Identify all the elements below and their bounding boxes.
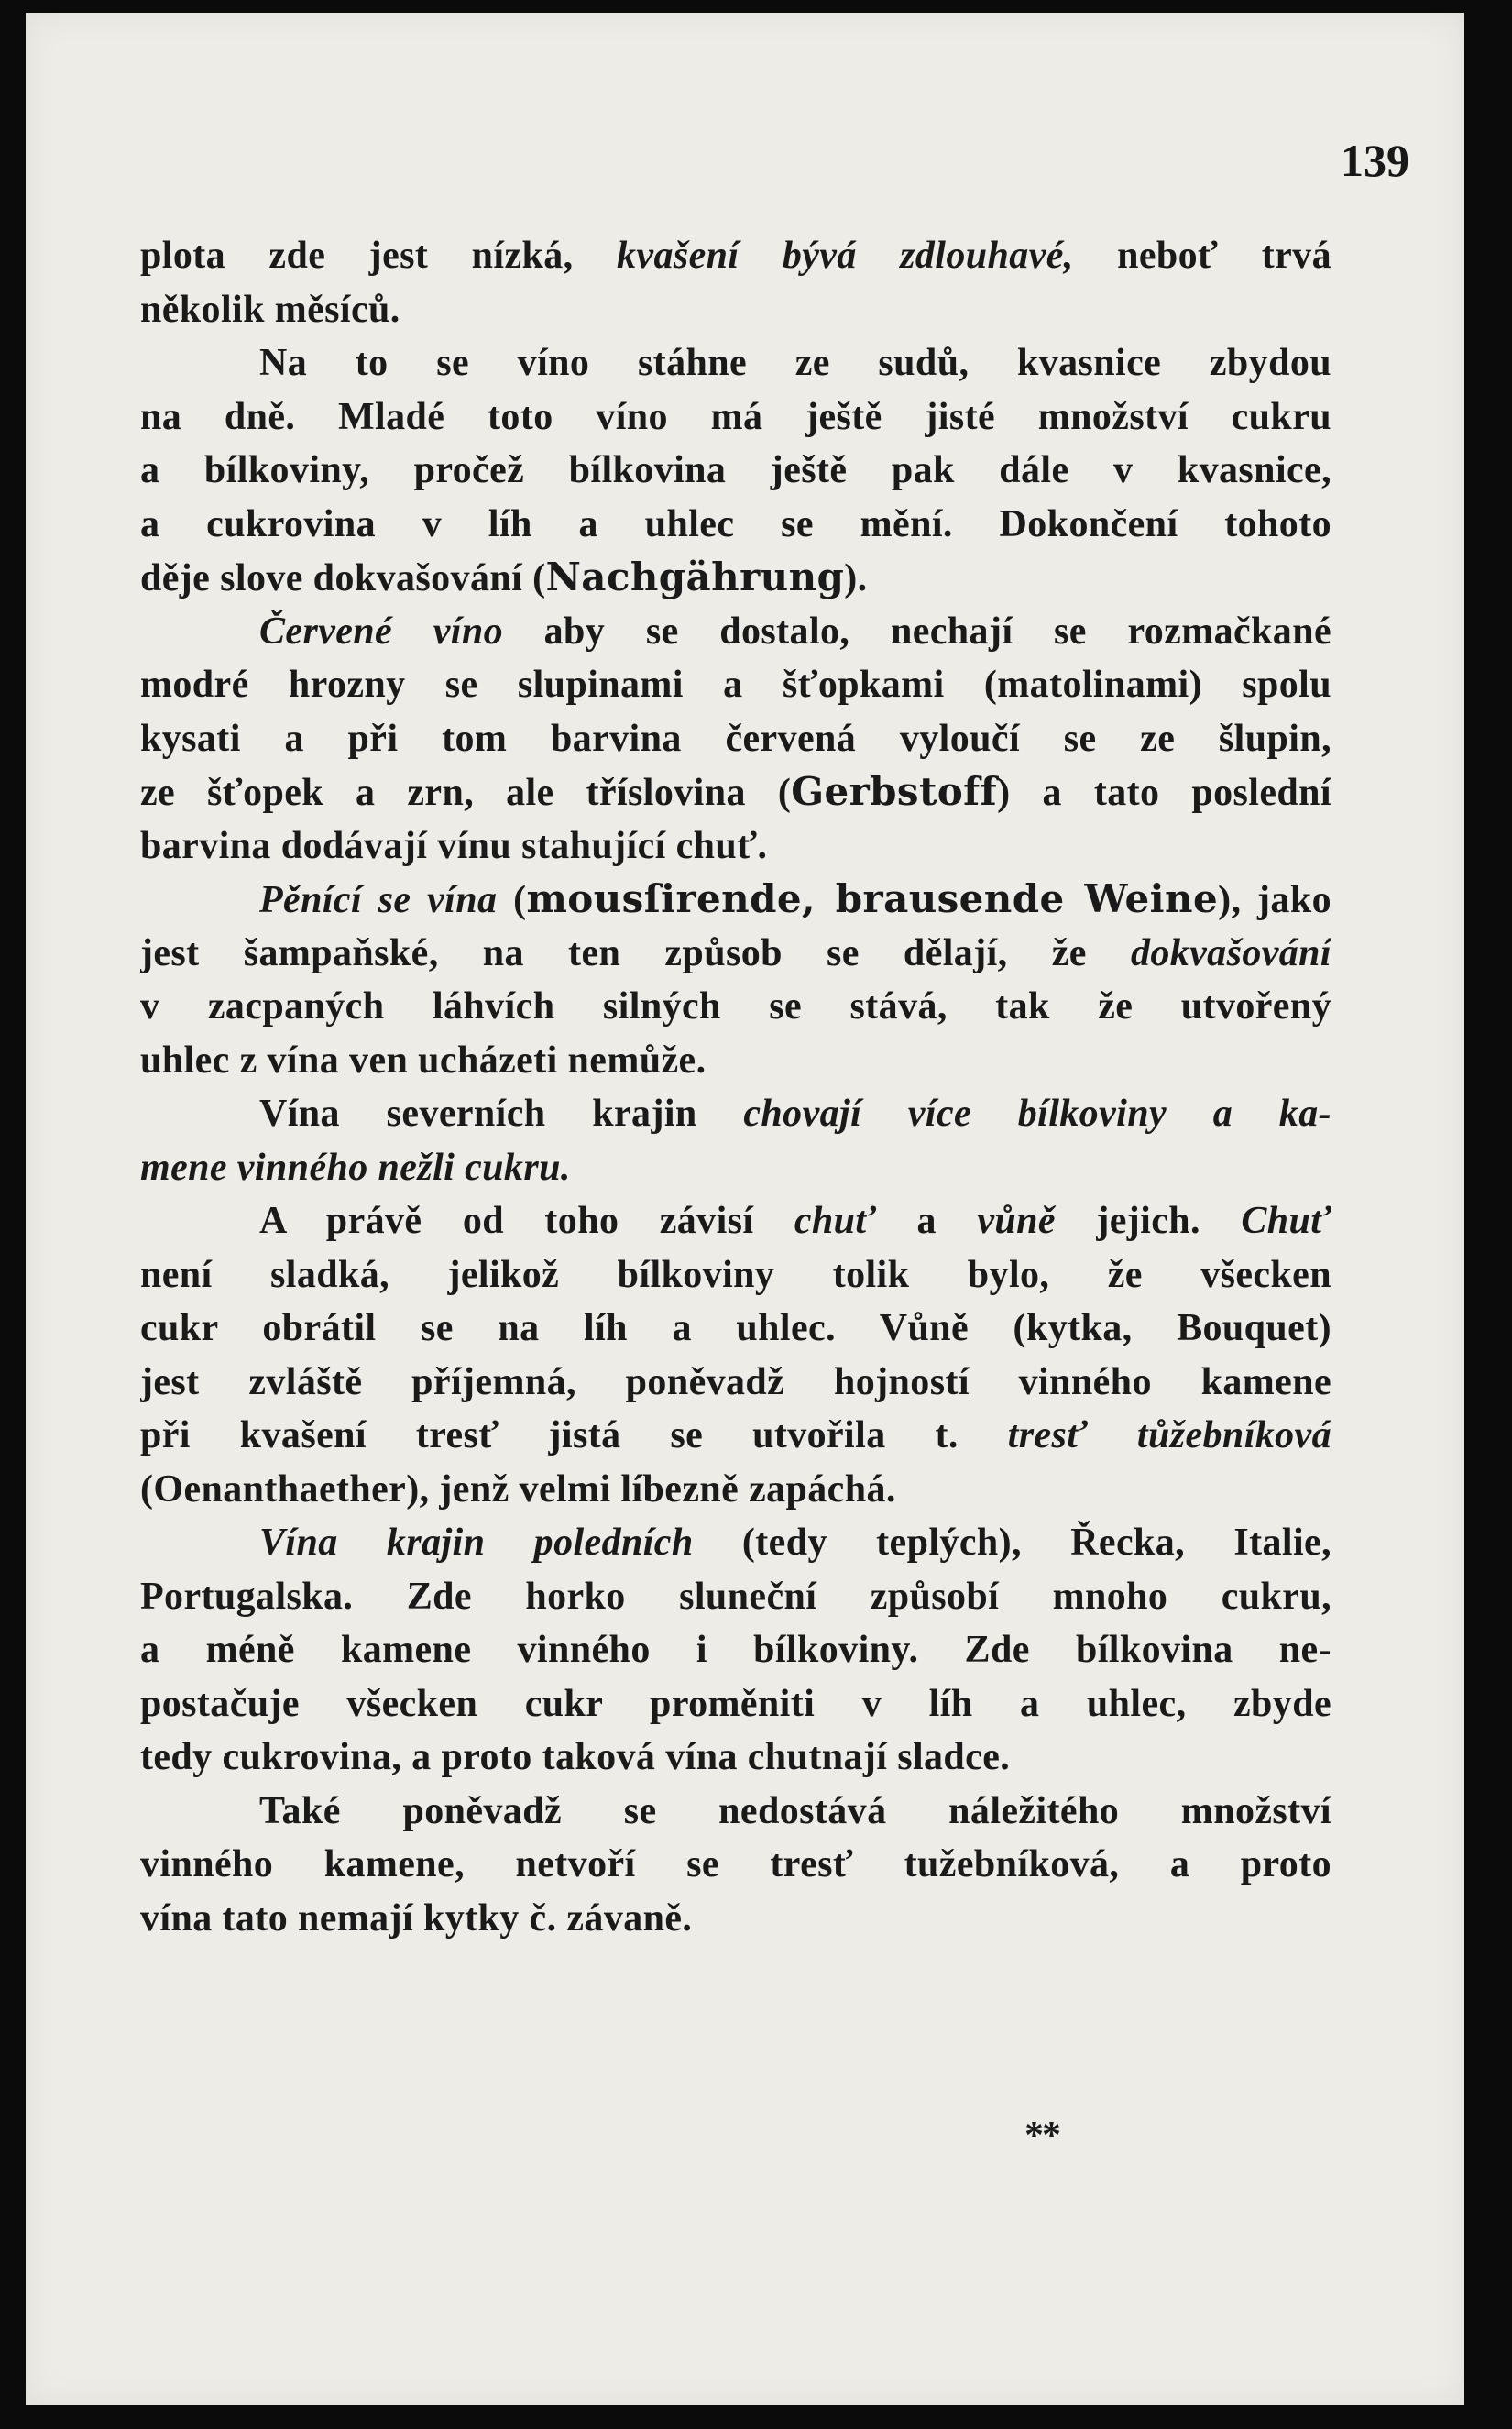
text-line: [140, 390, 1331, 445]
text-span: v zacpaných láhvích silných se stává, tak že utvořený: [140, 985, 1331, 1028]
emphasis-text: mene vinného nežli cukru.: [140, 1146, 571, 1189]
text-line: [140, 658, 1331, 712]
text-line: [140, 444, 1331, 498]
text-line: [140, 712, 1331, 766]
text-line: [140, 819, 1331, 874]
text-span: Vína severních krajin: [259, 1093, 744, 1135]
emphasis-text: tresť tůžebníková: [1007, 1414, 1331, 1456]
text-line: [140, 1194, 1331, 1248]
text-span: (tedy teplých), Řecka, Italie,: [693, 1522, 1331, 1564]
german-term: Nachgährung: [545, 555, 845, 599]
german-term: mousſirende, brausende Weine: [526, 876, 1219, 921]
text-line: [140, 283, 1331, 337]
text-line: [140, 1141, 1331, 1195]
text-span: barvina dodávají vínu stahující chuť.: [140, 824, 768, 867]
text-span: jejich.: [1055, 1200, 1242, 1242]
body-text: [140, 229, 1331, 1945]
text-line: [140, 1087, 1331, 1141]
text-line: [140, 873, 1331, 927]
text-span: Portugalska. Zde horko sluneční způsobí mnoho cukru,: [140, 1575, 1331, 1618]
text-span: cukr obrátil se na líh a uhlec. Vůně (kytka, Bouquet): [140, 1307, 1331, 1349]
book-page: [26, 13, 1464, 2405]
text-line: [140, 1463, 1331, 1517]
text-line: [140, 1677, 1331, 1731]
text-span: a cukrovina v líh a uhlec se mění. Dokončení tohoto: [140, 502, 1331, 545]
text-span: při kvašení tresť jistá se utvořila t.: [140, 1414, 1008, 1456]
text-line: [140, 1356, 1331, 1410]
text-line: [140, 1302, 1331, 1356]
text-span: a: [876, 1200, 978, 1242]
text-line: [140, 336, 1331, 390]
text-span: ze šťopek a zrn, ale tříslovina (: [140, 772, 792, 814]
text-line: [140, 229, 1331, 283]
text-line: [140, 1785, 1331, 1839]
text-line: [140, 1838, 1331, 1892]
text-line: [140, 927, 1331, 981]
text-span: Na to se víno stáhne ze sudů, kvasnice zbydou: [259, 342, 1331, 384]
text-span: několik měsíců.: [140, 288, 400, 331]
text-line: [140, 1570, 1331, 1624]
page-number: 139: [1341, 135, 1409, 186]
text-span: jest zvláště příjemná, poněvadž hojností vinného kamene: [140, 1360, 1331, 1403]
text-span: A právě od toho závisí: [259, 1200, 794, 1242]
text-span: ), jako: [1218, 879, 1331, 921]
text-line: [140, 1409, 1331, 1463]
text-span: (: [497, 879, 527, 921]
text-line: [140, 605, 1331, 659]
text-span: ).: [844, 557, 868, 599]
text-line: [140, 1516, 1331, 1570]
text-line: [140, 1892, 1331, 1946]
text-line: [140, 1034, 1331, 1088]
text-span: uhlec z vína ven ucházeti nemůže.: [140, 1039, 707, 1082]
text-span: vinného kamene, netvoří se tresť tužebníková, a proto: [140, 1843, 1331, 1885]
emphasis-text: Červené víno: [259, 610, 503, 653]
emphasis-text: dokvašování: [1130, 931, 1331, 974]
text-line: [140, 765, 1331, 819]
text-span: (Oenanthaether), jenž velmi líbezně zapáchá.: [140, 1467, 896, 1511]
text-span: a bílkoviny, pročež bílkovina ještě pak dále v kvasnice,: [140, 449, 1331, 491]
text-line: [140, 980, 1331, 1034]
text-span: na dně. Mladé toto víno má ještě jisté množství cukru: [140, 395, 1331, 438]
text-span: a méně kamene vinného i bílkoviny. Zde bílkovina ne-: [140, 1629, 1331, 1671]
text-span: tedy cukrovina, a proto taková vína chutnají sladce.: [140, 1736, 1011, 1778]
text-span: plota zde jest nízká,: [140, 235, 617, 277]
text-span: vína tato nemají kytky č. závaně.: [140, 1896, 693, 1940]
emphasis-text: Chuť: [1241, 1200, 1331, 1242]
section-ornament: **: [1024, 2115, 1059, 2157]
text-span: neboť trvá: [1073, 235, 1331, 277]
emphasis-text: vůně: [977, 1200, 1056, 1242]
text-span: děje slove dokvašování (: [140, 557, 546, 599]
emphasis-text: chuť: [794, 1200, 877, 1242]
text-span: není sladká, jelikož bílkoviny tolik bylo, že všecken: [140, 1253, 1331, 1296]
text-line: [140, 1248, 1331, 1302]
text-span: kysati a při tom barvina červená vyloučí se ze šlupin,: [140, 717, 1331, 760]
text-line: [140, 1731, 1331, 1785]
emphasis-text: kvašení bývá zdlouhavé,: [617, 235, 1074, 277]
text-span: ) a tato poslední: [997, 772, 1331, 814]
text-span: jest šampaňské, na ten způsob se dělají, že: [140, 931, 1131, 974]
emphasis-text: chovají více bílkoviny a ka-: [743, 1093, 1331, 1135]
text-span: modré hrozny se slupinami a šťopkami (matolinami) spolu: [140, 664, 1331, 706]
text-line: [140, 1623, 1331, 1677]
text-span: Také poněvadž se nedostává náležitého množství: [259, 1789, 1331, 1832]
text-line: [140, 498, 1331, 552]
emphasis-text: Vína krajin poledních: [259, 1522, 694, 1564]
text-span: aby se dostalo, nechají se rozmačkané: [503, 610, 1331, 653]
emphasis-text: Pěnící se vína: [259, 879, 498, 921]
text-span: postačuje všecken cukr proměniti v líh a uhlec, zbyde: [140, 1682, 1331, 1725]
text-line: [140, 551, 1331, 605]
german-term: Gerbstoff: [791, 769, 998, 814]
